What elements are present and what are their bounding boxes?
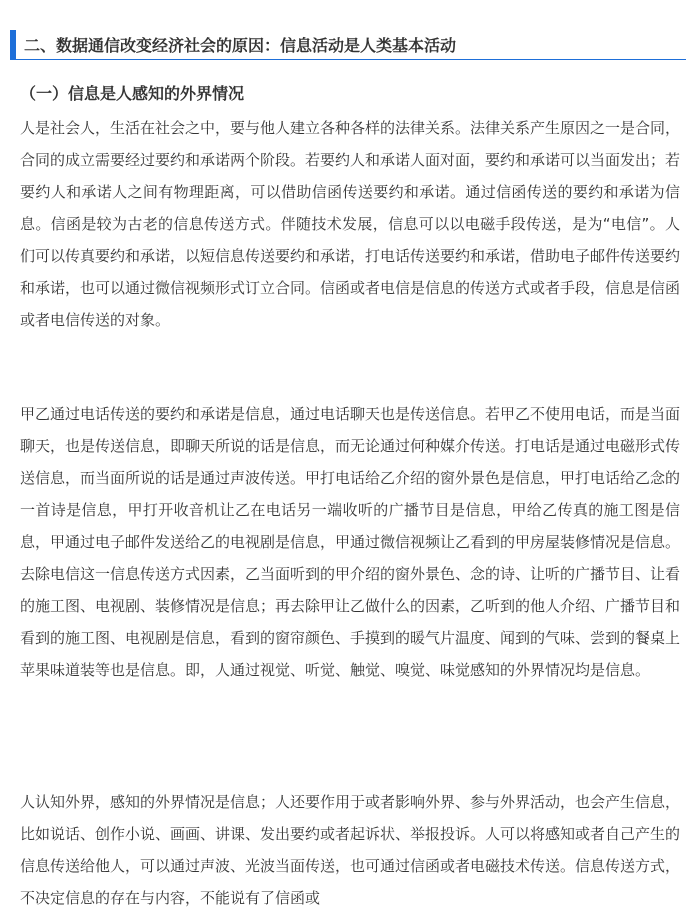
- section-header: [10, 30, 686, 60]
- subsection-title: （一）信息是人感知的外界情况: [20, 84, 245, 103]
- paragraph-1: 人是社会人，生活在社会之中，要与他人建立各种各样的法律关系。法律关系产生原因之一是合同，合同的成立需要经过要约和承诺两个阶段。若要约人和承诺人面对面，要约和承诺可以当面发出；若要约人和承诺人之间有物理距离，可以借助信函传送要约和承诺。通过信函传送的要约和承诺为信息。信函是较为古老的信息传送方式。伴随技术发展，信息可以以电磁手段传送，是为“电信”。人们可以传真要约和承诺，以短信息传送要约和承诺，打电话传送要约和承诺，借助电子邮件传送要约和承诺，也可以通过微信视频形式订立合同。信函或者电信是信息的传送方式或者手段，信息是信函或者电信传送的对象。: [20, 119, 681, 329]
- section-title: 二、数据通信改变经济社会的原因：信息活动是人类基本活动: [24, 36, 457, 55]
- paragraph-3: 人认知外界，感知的外界情况是信息；人还要作用于或者影响外界、参与外界活动，也会产生信息，比如说话、创作小说、画画、讲课、发出要约或者起诉状、举报投诉。人可以将感知或者自己产生的信息传送给他人，可以通过声波、光波当面传送，也可通过信函或者电磁技术传送。信息传送方式，不决定信息的存在与内容，不能说有了信函或: [20, 793, 681, 907]
- paragraph-2: 甲乙通过电话传送的要约和承诺是信息，通过电话聊天也是传送信息。若甲乙不使用电话，而是当面聊天，也是传送信息，即聊天所说的话是信息，而无论通过何种媒介传送。打电话是通过电磁形式传送信息，而当面所说的话是通过声波传送。甲打电话给乙介绍的窗外景色是信息，甲打电话给乙念的一首诗是信息，甲打开收音机让乙在电话另一端收听的广播节目是信息，甲给乙传真的施工图是信息，甲通过电子邮件发送给乙的电视剧是信息，甲通过微信视频让乙看到的甲房屋装修情况是信息。去除电信这一信息传送方式因素，乙当面听到的甲介绍的窗外景色、念的诗、让听的广播节目、让看的施工图、电视剧、装修情况是信息；再去除甲让乙做什么的因素，乙听到的他人介绍、广播节目和看到的施工图、电视剧是信息，看到的窗帘颜色、手摸到的暖气片温度、闻到的气味、尝到的餐桌上苹果味道装等也是信息。即，人通过视觉、听觉、触觉、嗅觉、味觉感知的外界情况均是信息。: [20, 405, 681, 679]
